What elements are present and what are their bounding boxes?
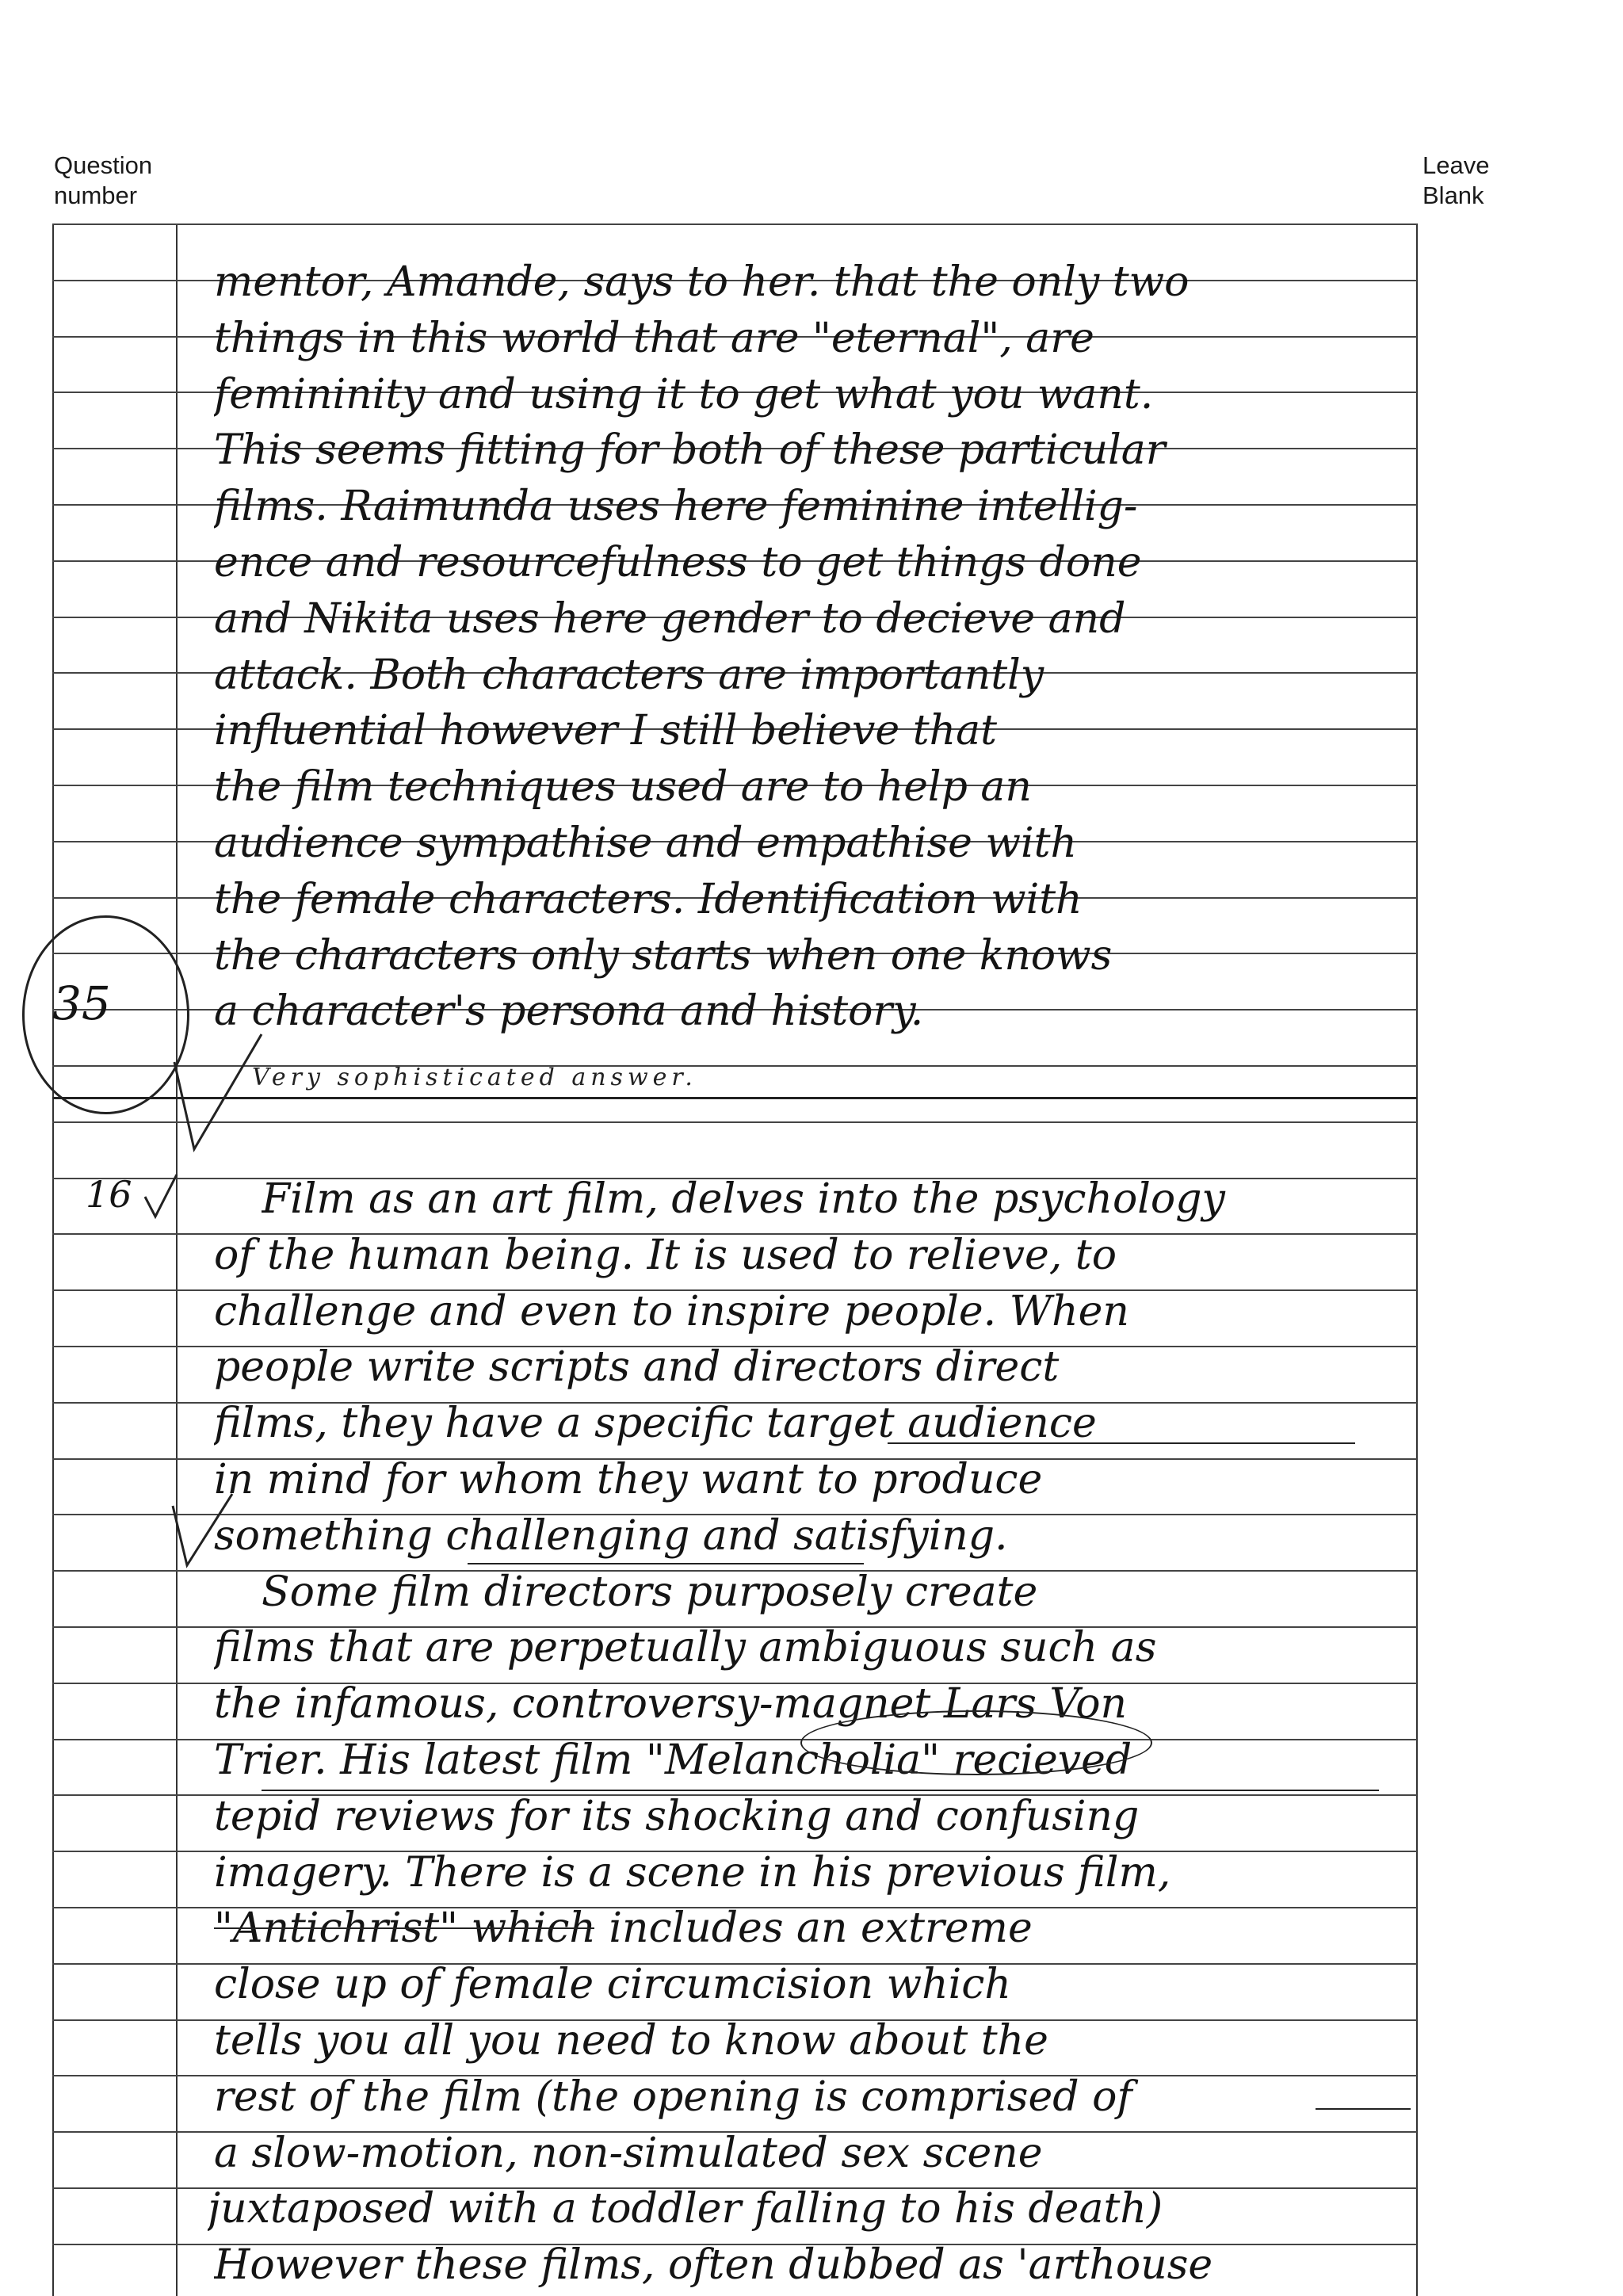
handwritten-line: people write scripts and directors direct [214, 1343, 1060, 1391]
handwritten-line: of the human being. It is used to relieve, to [214, 1232, 1117, 1279]
leave-blank-header [1423, 151, 1489, 211]
handwritten-line: However these films, often dubbed as 'arthouse [214, 2241, 1213, 2289]
underline-close-up [214, 1927, 594, 1929]
handwritten-line: attack. Both characters are importantly [214, 651, 1044, 699]
handwritten-line: rest of the film (the opening is comprised of [214, 2073, 1132, 2121]
handwritten-line: a slow-motion, non-simulated sex scene [214, 2130, 1043, 2177]
handwritten-line: Trier. His latest film "Melancholia" recieved [214, 1736, 1132, 1784]
examiner-comment: Very sophisticated answer. [252, 1064, 697, 1091]
handwritten-line: audience sympathise and empathise with [214, 819, 1077, 867]
handwritten-line: films, they have a specific target audience [214, 1400, 1097, 1447]
handwritten-line: in mind for whom they want to produce [214, 1456, 1043, 1503]
handwritten-line: "Antichrist" which includes an extreme [214, 1904, 1033, 1952]
handwritten-line: juxtaposed with a toddler falling to his death) [208, 2185, 1163, 2233]
handwritten-line: films. Raimunda uses here feminine intellig- [214, 483, 1138, 530]
handwritten-line: the infamous, controversy-magnet Lars Von [214, 1680, 1127, 1728]
handwritten-line: Some film directors purposely create [262, 1568, 1038, 1616]
handwritten-line: the film techniques used are to help an [214, 763, 1032, 811]
leave-blank-label: Leave Blank [1423, 151, 1490, 209]
underline-death [1316, 2108, 1411, 2110]
question-16-number: 16 [86, 1173, 132, 1216]
handwritten-line: This seems fitting for both of these particular [214, 426, 1166, 474]
handwritten-line: close up of female circumcision which [214, 1961, 1011, 2008]
handwritten-line: mentor, Amande, says to her. that the only two [214, 258, 1190, 306]
handwritten-line: something challenging and satisfying. [214, 1512, 1008, 1560]
handwritten-line: imagery. There is a scene in his previous film, [214, 1849, 1171, 1897]
handwritten-line: ence and resourcefulness to get things done [214, 539, 1142, 586]
score-value: 35 [52, 976, 111, 1030]
underline-target-audience [888, 1442, 1355, 1444]
handwritten-line: and Nikita uses here gender to decieve and [214, 595, 1126, 643]
ruled-line [52, 223, 1417, 225]
question-number-header [54, 151, 152, 211]
handwritten-line: femininity and using it to get what you want. [214, 371, 1154, 418]
handwritten-line: the female characters. Identification with [214, 876, 1083, 923]
handwritten-line: films that are perpetually ambiguous such as [214, 1624, 1157, 1671]
handwritten-line: the characters only starts when one knows [214, 932, 1113, 980]
question-16-tick-mark [141, 1173, 181, 1221]
left-border [52, 223, 54, 2296]
section-divider [52, 1097, 1417, 1099]
question-column-divider [176, 223, 178, 2296]
melancholia-circle-annotation [800, 1710, 1152, 1775]
question-number-label: Question number [54, 151, 153, 209]
handwritten-line: challenge and even to inspire people. When [214, 1288, 1129, 1335]
handwritten-line: tepid reviews for its shocking and confusing [214, 1793, 1140, 1840]
margin-tick-mark [165, 1490, 236, 1569]
underline-challenging [468, 1563, 864, 1564]
handwritten-line: tells you all you need to know about the [214, 2017, 1048, 2065]
handwritten-line: influential however I still believe that [214, 707, 997, 755]
underline-reviews [262, 1790, 1379, 1791]
handwritten-line: a character's persona and history. [214, 988, 924, 1035]
handwritten-line: Film as an art film, delves into the psychology [262, 1175, 1225, 1223]
handwritten-line: things in this world that are "eternal", are [214, 315, 1094, 362]
